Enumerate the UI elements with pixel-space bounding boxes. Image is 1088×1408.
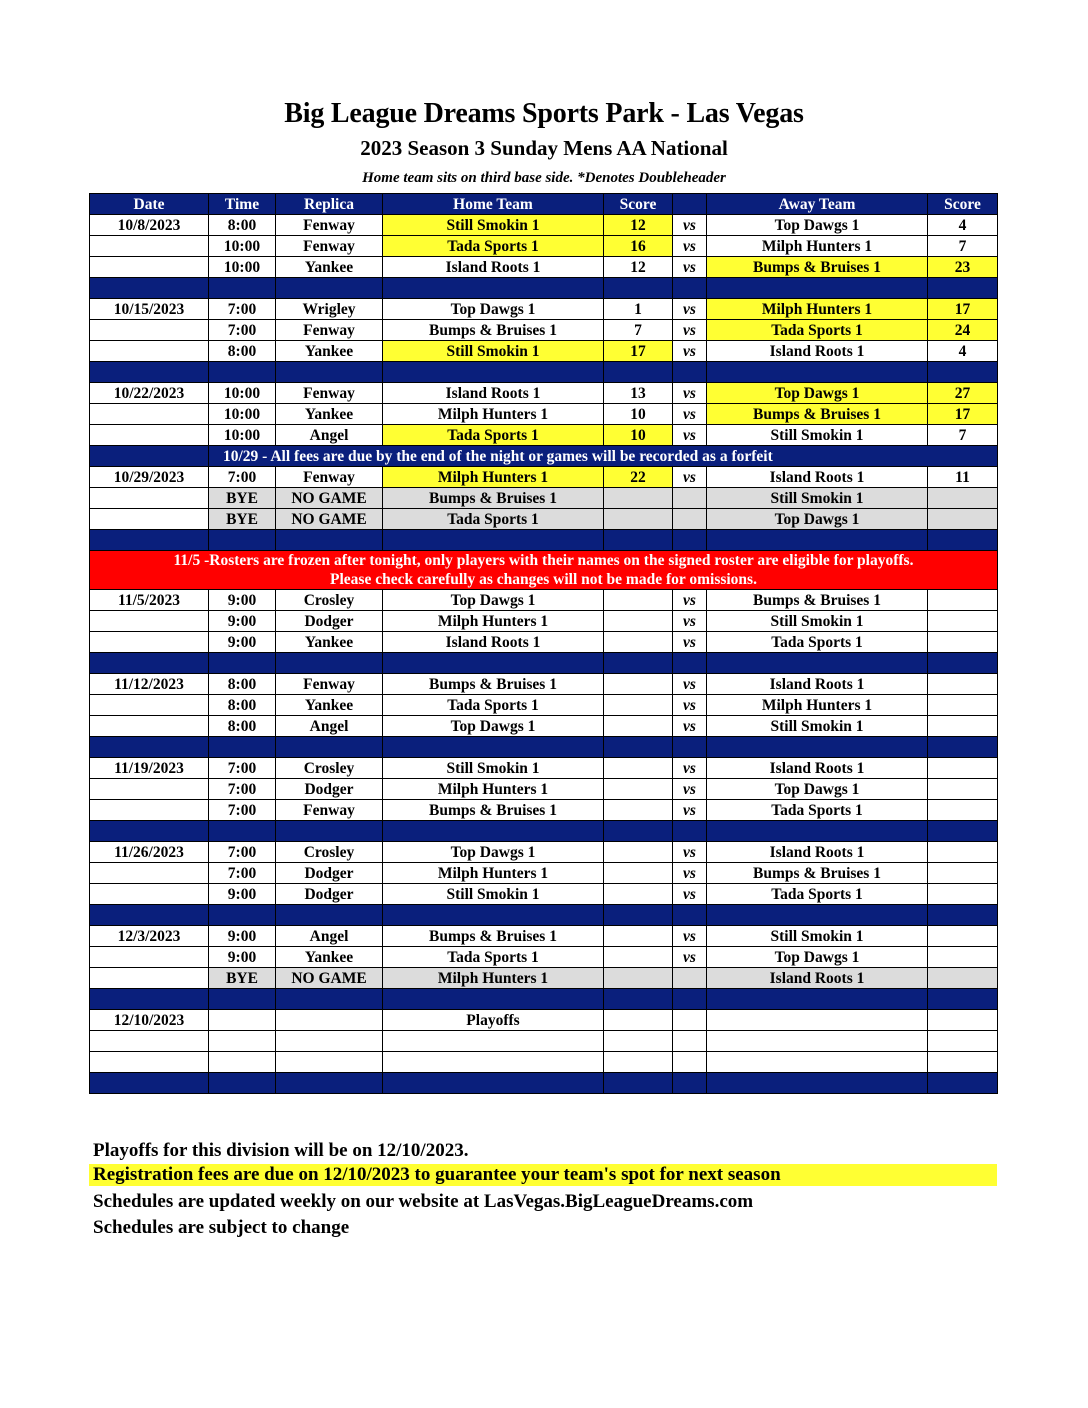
table-row [90,257,998,278]
home-score-cell [604,800,673,821]
date-cell [90,695,209,716]
home-team-cell: Island Roots 1 [383,257,604,278]
away-score-cell [928,488,998,509]
week-separator [90,821,998,842]
time-cell: BYE [209,968,276,989]
date-cell [90,425,209,446]
home-team-cell: Bumps & Bruises 1 [383,488,604,509]
vs-cell: vs [673,758,707,779]
vs-cell: vs [673,467,707,488]
replica-cell: Dodger [276,779,383,800]
time-cell: 8:00 [209,695,276,716]
home-score-cell: 17 [604,341,673,362]
week-separator [90,737,998,758]
time-cell: 7:00 [209,299,276,320]
time-cell: 10:00 [209,383,276,404]
date-cell [90,716,209,737]
vs-cell: vs [673,383,707,404]
date-cell: 12/3/2023 [90,926,209,947]
replica-cell: Crosley [276,590,383,611]
away-team-cell: Still Smokin 1 [707,716,928,737]
vs-cell: vs [673,716,707,737]
home-score-cell: 1 [604,299,673,320]
vs-cell: vs [673,320,707,341]
vs-cell: vs [673,674,707,695]
away-team-cell: Still Smokin 1 [707,611,928,632]
rosters-banner-line2: Please check carefully as changes will not be made for omissions. [330,571,757,588]
home-score-cell [604,488,673,509]
bye-row [90,968,998,989]
home-score-cell [604,758,673,779]
replica-cell: Crosley [276,842,383,863]
table-row [90,404,998,425]
schedule-table [89,193,998,1094]
away-team-cell: Tada Sports 1 [707,320,928,341]
date-cell [90,884,209,905]
away-team-cell: Island Roots 1 [707,968,928,989]
away-score-cell [928,926,998,947]
away-score-cell [928,884,998,905]
home-score-cell [604,632,673,653]
away-team-cell: Island Roots 1 [707,674,928,695]
vs-cell: vs [673,884,707,905]
replica-cell: Yankee [276,404,383,425]
vs-cell: vs [673,611,707,632]
table-row [90,341,998,362]
replica-cell: Fenway [276,383,383,404]
date-cell [90,488,209,509]
col-replica: Replica [276,194,383,215]
time-cell: 10:00 [209,257,276,278]
away-score-cell [928,842,998,863]
away-score-cell [928,779,998,800]
replica-cell: Fenway [276,236,383,257]
away-score-cell [928,716,998,737]
date-cell [90,257,209,278]
away-score-cell [928,509,998,530]
away-team-cell: Milph Hunters 1 [707,299,928,320]
table-row [90,236,998,257]
away-score-cell [928,800,998,821]
date-cell: 11/12/2023 [90,674,209,695]
vs-cell: vs [673,863,707,884]
home-team-cell: Milph Hunters 1 [383,611,604,632]
away-score-cell: 27 [928,383,998,404]
away-team-cell: Island Roots 1 [707,467,928,488]
change-note: Schedules are subject to change [93,1217,350,1238]
home-score-cell [604,509,673,530]
home-team-cell: Still Smokin 1 [383,758,604,779]
table-row [90,926,998,947]
away-score-cell: 17 [928,299,998,320]
away-score-cell: 7 [928,236,998,257]
home-score-cell: 12 [604,215,673,236]
week-separator [90,278,998,299]
away-team-cell: Top Dawgs 1 [707,947,928,968]
home-score-cell [604,884,673,905]
page-title: Big League Dreams Sports Park - Las Vegas [284,98,804,129]
replica-cell: Dodger [276,611,383,632]
home-score-cell [604,611,673,632]
table-row [90,632,998,653]
away-score-cell: 11 [928,467,998,488]
date-cell: 10/29/2023 [90,467,209,488]
away-score-cell: 4 [928,341,998,362]
home-team-cell: Tada Sports 1 [383,236,604,257]
empty-row [90,1052,998,1073]
time-cell: 8:00 [209,716,276,737]
time-cell: 9:00 [209,926,276,947]
rosters-banner-line1: 11/5 -Rosters are frozen after tonight, only players with their names on the signed roster are eligible for playoffs. [173,552,914,569]
replica-cell: Fenway [276,320,383,341]
home-score-cell [604,1010,673,1031]
registration-note: Registration fees are due on 12/10/2023 to guarantee your team's spot for next season [89,1164,997,1186]
replica-cell: Yankee [276,632,383,653]
banner-spacer [90,446,209,467]
time-cell: 8:00 [209,341,276,362]
home-team-cell: Tada Sports 1 [383,425,604,446]
away-team-cell: Tada Sports 1 [707,632,928,653]
replica-cell: Fenway [276,215,383,236]
vs-cell: vs [673,299,707,320]
vs-cell: vs [673,947,707,968]
table-row [90,758,998,779]
rosters-banner [90,551,998,590]
time-cell: 9:00 [209,884,276,905]
vs-cell [673,1010,707,1031]
away-team-cell: Top Dawgs 1 [707,383,928,404]
time-cell: BYE [209,509,276,530]
header-row [90,194,998,215]
bye-row [90,509,998,530]
table-row [90,590,998,611]
date-cell [90,404,209,425]
home-score-cell [604,968,673,989]
replica-cell: Angel [276,716,383,737]
replica-cell: Angel [276,926,383,947]
home-team-cell: Top Dawgs 1 [383,590,604,611]
home-team-cell: Tada Sports 1 [383,695,604,716]
table-row [90,863,998,884]
replica-cell: NO GAME [276,968,383,989]
playoffs-note: Playoffs for this division will be on 12/10/2023. [93,1140,469,1161]
away-score-cell [928,611,998,632]
away-team-cell: Tada Sports 1 [707,884,928,905]
replica-cell: NO GAME [276,509,383,530]
vs-cell [673,509,707,530]
date-cell [90,968,209,989]
date-cell [90,611,209,632]
home-score-cell: 10 [604,404,673,425]
time-cell: 7:00 [209,758,276,779]
date-cell [90,800,209,821]
date-cell [90,320,209,341]
home-team-cell: Milph Hunters 1 [383,863,604,884]
time-cell: 10:00 [209,404,276,425]
week-separator [90,989,998,1010]
home-score-cell: 12 [604,257,673,278]
date-cell: 10/22/2023 [90,383,209,404]
week-separator [90,653,998,674]
vs-cell [673,968,707,989]
col-time: Time [209,194,276,215]
time-cell: BYE [209,488,276,509]
replica-cell: Yankee [276,257,383,278]
home-team-cell: Island Roots 1 [383,383,604,404]
table-row [90,884,998,905]
away-team-cell [707,1010,928,1031]
vs-cell [673,488,707,509]
table-row [90,383,998,404]
time-cell: 8:00 [209,215,276,236]
table-row [90,611,998,632]
away-score-cell [928,947,998,968]
date-cell [90,236,209,257]
home-score-cell: 22 [604,467,673,488]
time-cell: 9:00 [209,590,276,611]
fees-banner: 10/29 - All fees are due by the end of the night or games will be recorded as a forfeit [209,446,998,467]
date-cell [90,863,209,884]
col-home-score: Score [604,194,673,215]
away-score-cell: 4 [928,215,998,236]
time-cell: 7:00 [209,842,276,863]
vs-cell: vs [673,257,707,278]
table-row [90,425,998,446]
week-separator [90,362,998,383]
table-row [90,299,998,320]
home-team-cell: Bumps & Bruises 1 [383,800,604,821]
table-row [90,716,998,737]
table-row [90,779,998,800]
bye-row [90,488,998,509]
fees-banner-row [90,446,998,467]
date-cell: 11/19/2023 [90,758,209,779]
vs-cell: vs [673,590,707,611]
replica-cell: Fenway [276,674,383,695]
home-score-cell: 13 [604,383,673,404]
week-separator [90,1073,998,1094]
away-team-cell: Bumps & Bruises 1 [707,404,928,425]
away-score-cell: 7 [928,425,998,446]
date-cell: 12/10/2023 [90,1010,209,1031]
home-score-cell [604,842,673,863]
home-score-cell: 7 [604,320,673,341]
away-team-cell: Still Smokin 1 [707,926,928,947]
replica-cell [276,1010,383,1031]
date-cell [90,779,209,800]
time-cell: 7:00 [209,320,276,341]
home-team-cell: Tada Sports 1 [383,509,604,530]
vs-cell: vs [673,341,707,362]
away-score-cell [928,674,998,695]
vs-cell: vs [673,404,707,425]
table-row [90,215,998,236]
time-cell: 10:00 [209,425,276,446]
home-team-note: Home team sits on third base side. *Denotes Doubleheader [362,170,726,186]
replica-cell: Yankee [276,695,383,716]
col-home-team: Home Team [383,194,604,215]
vs-cell: vs [673,695,707,716]
time-cell: 8:00 [209,674,276,695]
date-cell: 11/5/2023 [90,590,209,611]
col-vs [673,194,707,215]
table-row [90,842,998,863]
replica-cell: Yankee [276,947,383,968]
away-score-cell [928,758,998,779]
date-cell: 11/26/2023 [90,842,209,863]
away-team-cell: Island Roots 1 [707,758,928,779]
away-score-cell [928,968,998,989]
replica-cell: Fenway [276,800,383,821]
vs-cell: vs [673,779,707,800]
away-team-cell: Island Roots 1 [707,842,928,863]
replica-cell: NO GAME [276,488,383,509]
away-team-cell: Top Dawgs 1 [707,509,928,530]
time-cell: 10:00 [209,236,276,257]
home-score-cell [604,779,673,800]
home-team-cell: Tada Sports 1 [383,947,604,968]
replica-cell: Crosley [276,758,383,779]
vs-cell: vs [673,236,707,257]
home-team-cell: Milph Hunters 1 [383,968,604,989]
time-cell [209,1010,276,1031]
away-score-cell [928,632,998,653]
page-subtitle: 2023 Season 3 Sunday Mens AA National [360,136,728,160]
home-score-cell [604,590,673,611]
time-cell: 9:00 [209,947,276,968]
website-note: Schedules are updated weekly on our website at LasVegas.BigLeagueDreams.com [93,1191,754,1212]
home-team-cell: Bumps & Bruises 1 [383,320,604,341]
vs-cell: vs [673,632,707,653]
vs-cell: vs [673,800,707,821]
time-cell: 9:00 [209,632,276,653]
vs-cell: vs [673,425,707,446]
away-team-cell: Still Smokin 1 [707,425,928,446]
away-score-cell: 24 [928,320,998,341]
table-row [90,695,998,716]
date-cell [90,947,209,968]
replica-cell: Dodger [276,884,383,905]
date-cell [90,632,209,653]
home-score-cell: 10 [604,425,673,446]
vs-cell: vs [673,842,707,863]
date-cell: 10/8/2023 [90,215,209,236]
home-team-cell: Island Roots 1 [383,632,604,653]
home-team-cell: Top Dawgs 1 [383,716,604,737]
table-row [90,320,998,341]
time-cell: 9:00 [209,611,276,632]
col-date: Date [90,194,209,215]
time-cell: 7:00 [209,863,276,884]
replica-cell: Fenway [276,467,383,488]
home-score-cell [604,926,673,947]
time-cell: 7:00 [209,467,276,488]
home-score-cell [604,716,673,737]
home-team-cell: Top Dawgs 1 [383,842,604,863]
replica-cell: Yankee [276,341,383,362]
table-row [90,467,998,488]
week-separator [90,530,998,551]
away-score-cell [928,590,998,611]
vs-cell: vs [673,926,707,947]
away-score-cell [928,863,998,884]
away-team-cell: Bumps & Bruises 1 [707,257,928,278]
away-team-cell: Island Roots 1 [707,341,928,362]
table-row [90,1010,998,1031]
home-team-cell: Top Dawgs 1 [383,299,604,320]
week-separator [90,905,998,926]
away-team-cell: Top Dawgs 1 [707,215,928,236]
replica-cell: Angel [276,425,383,446]
home-team-cell: Bumps & Bruises 1 [383,926,604,947]
away-team-cell: Still Smokin 1 [707,488,928,509]
home-score-cell [604,863,673,884]
table-row [90,947,998,968]
home-team-cell: Milph Hunters 1 [383,779,604,800]
table-row [90,674,998,695]
away-team-cell: Bumps & Bruises 1 [707,590,928,611]
home-team-cell: Playoffs [383,1010,604,1031]
home-score-cell [604,695,673,716]
time-cell: 7:00 [209,800,276,821]
col-away-score: Score [928,194,998,215]
date-cell [90,509,209,530]
empty-row [90,1031,998,1052]
home-team-cell: Milph Hunters 1 [383,467,604,488]
away-team-cell: Tada Sports 1 [707,800,928,821]
home-score-cell [604,947,673,968]
home-team-cell: Still Smokin 1 [383,341,604,362]
away-score-cell: 17 [928,404,998,425]
home-score-cell [604,674,673,695]
away-score-cell [928,695,998,716]
home-score-cell: 16 [604,236,673,257]
away-team-cell: Bumps & Bruises 1 [707,863,928,884]
away-team-cell: Top Dawgs 1 [707,779,928,800]
home-team-cell: Milph Hunters 1 [383,404,604,425]
date-cell: 10/15/2023 [90,299,209,320]
away-score-cell [928,1010,998,1031]
rosters-banner-row [90,551,998,590]
replica-cell: Wrigley [276,299,383,320]
home-team-cell: Still Smokin 1 [383,884,604,905]
time-cell: 7:00 [209,779,276,800]
replica-cell: Dodger [276,863,383,884]
vs-cell: vs [673,215,707,236]
date-cell [90,341,209,362]
away-team-cell: Milph Hunters 1 [707,695,928,716]
table-row [90,800,998,821]
col-away-team: Away Team [707,194,928,215]
away-score-cell: 23 [928,257,998,278]
away-team-cell: Milph Hunters 1 [707,236,928,257]
home-team-cell: Bumps & Bruises 1 [383,674,604,695]
home-team-cell: Still Smokin 1 [383,215,604,236]
